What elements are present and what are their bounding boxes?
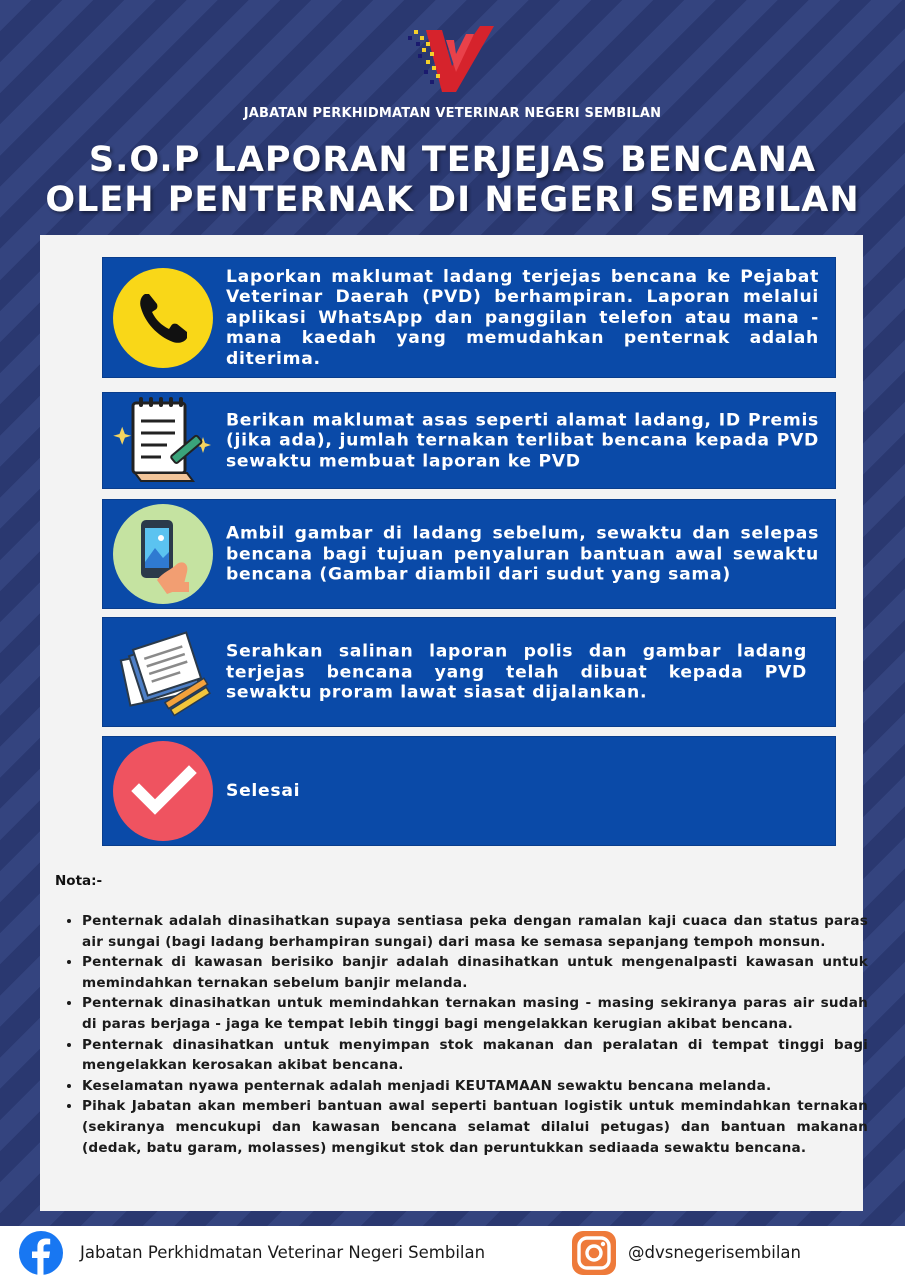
instagram-icon[interactable] [572,1231,616,1275]
step-1-text: Laporkan maklumat ladang terjejas bencana ke Pejabat Veterinar Daerah (PVD) berhampiran. Laporan melalui aplikasi WhatsApp dan panggilan telefon atau mana - mana kaedah yang memudahkan penternak adalah diterima. [226,266,819,369]
nota-item: • Penternak dinasihatkan untuk memindahkan ternakan masing - masing sekiranya paras air sudah di paras berjaga - jaga ke tempat lebih tinggi bagi mengelakkan kerugian akibat bencana. [82,993,868,1034]
footer [0,1226,905,1280]
nota-item: • Pihak Jabatan akan memberi bantuan awal seperti bantuan logistik untuk memindahkan ternakan (sekiranya mencukupi dan kawasan bencana selamat dilalui petugas) dan bantuan makanan (dedak, batu garam, molasses) mengikut stok dan peruntukkan sediaada sewaktu bencana. [82,1096,868,1158]
smartphone-photo-icon [111,502,215,606]
facebook-label[interactable]: Jabatan Perkhidmatan Veterinar Negeri Sembilan [80,1243,486,1262]
page-title [0,140,905,220]
checkmark-icon [111,739,215,843]
step-3 [102,499,836,609]
step-2-text: Berikan maklumat asas seperti alamat ladang, ID Premis (jika ada), jumlah ternakan terlibat bencana kepada PVD sewaktu membuat laporan ke PVD [226,409,819,471]
nota-list [62,911,868,1158]
documents-icon [111,620,215,724]
organization-name: JABATAN PERKHIDMATAN VETERINAR NEGERI SEMBILAN [243,106,662,121]
dvs-logo [396,20,496,104]
step-5 [102,736,836,846]
title-line-1: S.O.P LAPORAN TERJEJAS BENCANA [88,140,817,180]
title-line-2: OLEH PENTERNAK DI NEGERI SEMBILAN [45,180,860,220]
step-4 [102,617,836,727]
facebook-icon[interactable] [19,1231,63,1275]
step-4-text: Serahkan salinan laporan polis dan gambar ladang terjejas bencana yang telah dibuat kepada PVD sewaktu proram lawat siasat dijalankan. [226,641,807,703]
nota-item: • Keselamatan nyawa penternak adalah menjadi KEUTAMAAN sewaktu bencana melanda. [82,1076,868,1097]
nota-item: • Penternak adalah dinasihatkan supaya sentiasa peka dengan ramalan kaji cuaca dan status paras air sungai (bagi ladang berhampiran sungai) dari masa ke semasa sepanjang tempoh monsun. [82,911,868,952]
nota-item: • Penternak di kawasan berisiko banjir adalah dinasihatkan untuk mengenalpasti kawasan untuk memindahkan ternakan sebelum banjir melanda. [82,952,868,993]
nota-item: • Penternak dinasihatkan untuk menyimpan stok makanan dan peralatan di tempat tinggi bagi mengelakkan kerosakan akibat bencana. [82,1035,868,1076]
phone-icon [111,266,215,370]
step-1 [102,257,836,378]
step-5-text: Selesai [226,780,301,801]
instagram-label[interactable]: @dvsnegerisembilan [628,1243,801,1262]
step-2 [102,392,836,489]
step-3-text: Ambil gambar di ladang sebelum, sewaktu dan selepas bencana bagi tujuan penyaluran bantuan awal sewaktu bencana (Gambar diambil dari sudut yang sama) [226,523,819,585]
content-panel [40,235,868,1211]
nota-title: Nota:- [55,873,103,889]
notepad-icon [111,389,215,493]
